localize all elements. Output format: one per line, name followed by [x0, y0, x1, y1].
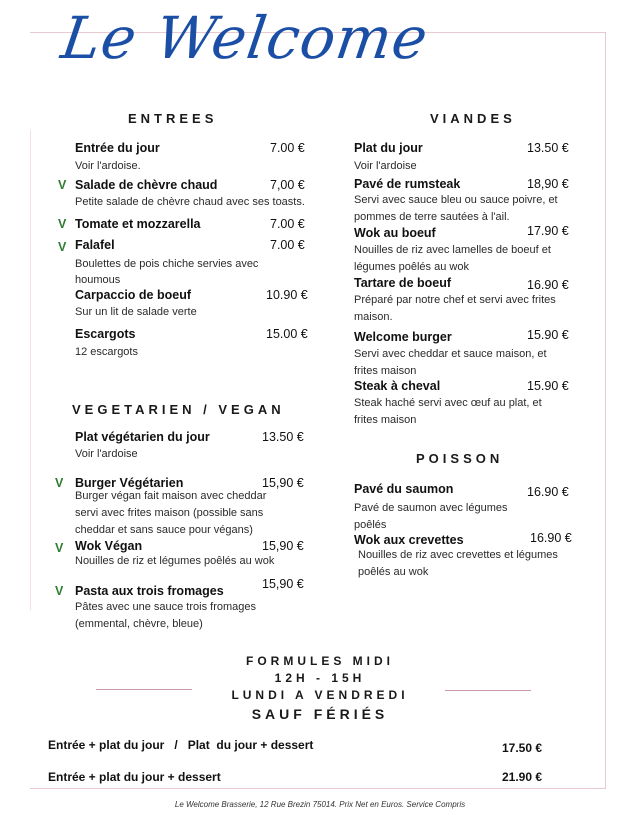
- escargots-price: 15.00 €: [266, 327, 308, 341]
- formules-title: FORMULES MIDI: [246, 654, 394, 668]
- wok-vegan-name: Wok Végan: [75, 539, 143, 553]
- vegetarien-heading: VEGETARIEN / VEGAN: [72, 402, 285, 417]
- entrees-heading: ENTREES: [128, 111, 218, 126]
- wok-vegan-badge: V: [55, 541, 64, 555]
- saumon-desc: Pavé de saumon avec légumes poêlés: [354, 502, 508, 531]
- welcome-burger-price: 15.90 €: [527, 328, 569, 342]
- plat-vegetarien-price: 13.50 €: [262, 430, 304, 444]
- salade-veg-badge: V: [58, 178, 67, 192]
- restaurant-logo: Le Welcome: [57, 4, 433, 72]
- frame-bottom-line: [30, 788, 606, 789]
- rumsteak-name: Pavé de rumsteak: [354, 177, 461, 191]
- tartare-name: Tartare de boeuf: [354, 276, 452, 290]
- entree-du-jour-name: Entrée du jour: [75, 141, 160, 155]
- crevettes-name: Wok aux crevettes: [354, 533, 464, 547]
- footer-note: Le Welcome Brasserie, 12 Rue Brezin 75014. Prix Net en Euros. Service Compris: [174, 800, 466, 809]
- plat-du-jour-price: 13.50 €: [527, 141, 569, 155]
- formula-2-price: 21.90 €: [502, 770, 543, 784]
- burger-vegetarien-price: 15,90 €: [262, 476, 304, 490]
- welcome-burger-name: Welcome burger: [354, 330, 452, 344]
- pasta-name: Pasta aux trois fromages: [75, 584, 224, 598]
- formula-1-label: Entrée + plat du jour / Plat du jour + dessert: [48, 738, 314, 752]
- wok-boeuf-desc: Nouilles de riz avec lamelles de boeuf et légumes poêlés au wok: [354, 244, 551, 273]
- entree-du-jour-desc: Voir l'ardoise.: [75, 160, 141, 172]
- formules-days: LUNDI A VENDREDI: [231, 688, 409, 702]
- plat-vegetarien-name: Plat végétarien du jour: [75, 430, 210, 444]
- falafel-desc: Boulettes de pois chiche servies avec houmous: [75, 258, 259, 286]
- rumsteak-price: 18,90 €: [527, 177, 569, 191]
- entree-du-jour-price: 7.00 €: [270, 141, 305, 155]
- pasta-desc: Pâtes avec une sauce trois fromages (emmental, chèvre, bleue): [75, 601, 256, 630]
- burger-vegetarien-desc: Burger végan fait maison avec cheddar servi avec frites maison (possible sans cheddar et sans sauce pour végans): [75, 490, 267, 536]
- burger-vegetarien-name: Burger Végétarien: [75, 476, 184, 490]
- formules-left-line: [96, 689, 192, 690]
- tartare-desc: Préparé par notre chef et servi avec frites maison.: [354, 294, 556, 323]
- pasta-price: 15,90 €: [262, 577, 304, 591]
- steak-cheval-price: 15.90 €: [527, 379, 569, 393]
- tomate-price: 7.00 €: [270, 217, 305, 231]
- viandes-heading: VIANDES: [430, 111, 516, 126]
- falafel-price: 7.00 €: [270, 238, 305, 252]
- formules-right-line: [445, 690, 531, 691]
- pasta-veg-badge: V: [55, 584, 64, 598]
- formules-hours: 12H - 15H: [274, 671, 366, 685]
- carpaccio-desc: Sur un lit de salade verte: [75, 306, 197, 318]
- saumon-price: 16.90 €: [527, 485, 569, 499]
- salade-name: Salade de chèvre chaud: [75, 178, 218, 192]
- escargots-name: Escargots: [75, 327, 136, 341]
- formula-2-label: Entrée + plat du jour + dessert: [48, 770, 221, 784]
- salade-price: 7,00 €: [270, 178, 305, 192]
- plat-du-jour-name: Plat du jour: [354, 141, 423, 155]
- frame-left-line: [30, 130, 31, 610]
- crevettes-desc: Nouilles de riz avec crevettes et légumes poêlés au wok: [358, 549, 558, 578]
- carpaccio-price: 10.90 €: [266, 288, 308, 302]
- formula-1-price: 17.50 €: [502, 741, 543, 755]
- wok-vegan-desc: Nouilles de riz et légumes poêlés au wok: [75, 555, 275, 567]
- wok-boeuf-name: Wok au boeuf: [354, 226, 436, 240]
- escargots-desc: 12 escargots: [75, 346, 138, 358]
- welcome-burger-desc: Servi avec cheddar et sauce maison, et frites maison: [354, 348, 547, 377]
- rumsteak-desc: Servi avec sauce bleu ou sauce poivre, et pommes de terre sautées à l'ail.: [354, 194, 558, 223]
- crevettes-price: 16.90 €: [530, 531, 572, 545]
- steak-cheval-desc: Steak haché servi avec œuf au plat, et frites maison: [354, 397, 542, 426]
- wok-boeuf-price: 17.90 €: [527, 224, 569, 238]
- salade-desc: Petite salade de chèvre chaud avec ses toasts.: [75, 196, 305, 208]
- plat-vegetarien-desc: Voir l'ardoise: [75, 448, 138, 460]
- tartare-price: 16.90 €: [527, 278, 569, 292]
- carpaccio-name: Carpaccio de boeuf: [75, 288, 191, 302]
- steak-cheval-name: Steak à cheval: [354, 379, 441, 393]
- tomate-veg-badge: V: [58, 217, 67, 231]
- falafel-veg-badge: V: [58, 240, 67, 254]
- formules-exception: SAUF FÉRIÉS: [251, 706, 389, 722]
- saumon-name: Pavé du saumon: [354, 482, 454, 496]
- poisson-heading: POISSON: [416, 451, 504, 466]
- wok-vegan-price: 15,90 €: [262, 539, 304, 553]
- tomate-name: Tomate et mozzarella: [75, 217, 201, 231]
- falafel-name: Falafel: [75, 238, 115, 252]
- plat-du-jour-desc: Voir l'ardoise: [354, 160, 417, 172]
- burger-veg-badge: V: [55, 476, 64, 490]
